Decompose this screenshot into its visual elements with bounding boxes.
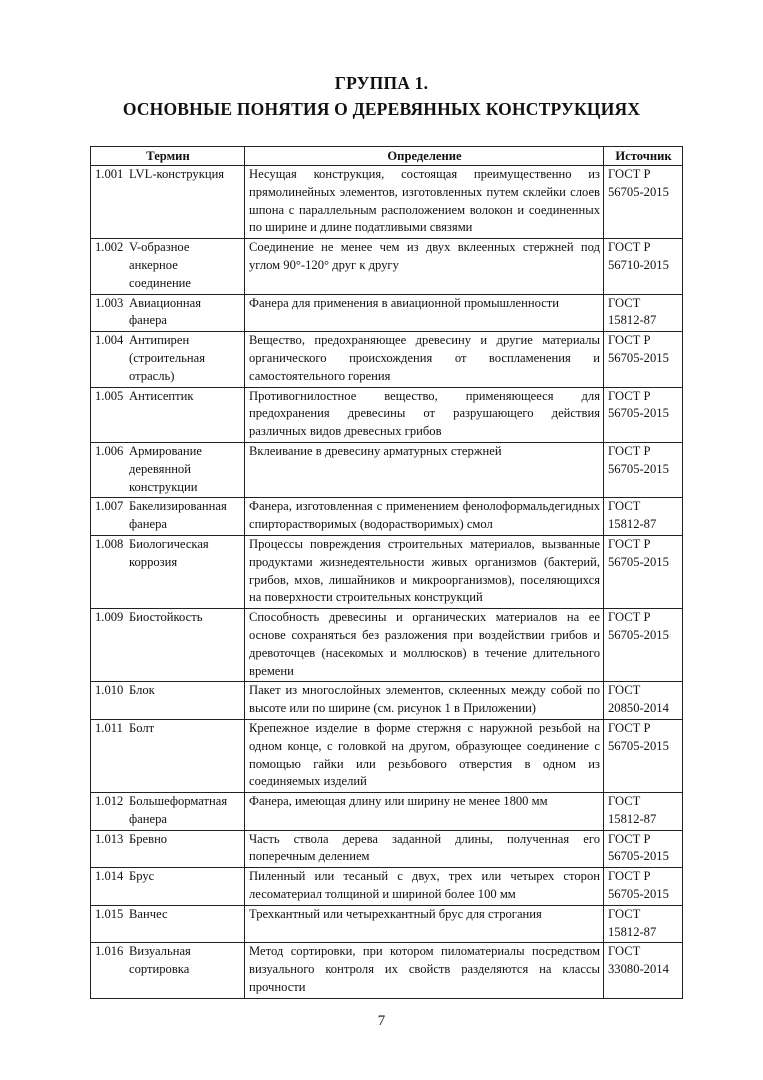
term-number: 1.008 [95, 536, 124, 551]
source-cell: ГОСТ Р 56705-2015 [604, 387, 683, 442]
term-name: Армирование деревянной конструкции [129, 443, 202, 494]
source-cell: ГОСТ Р 56705-2015 [604, 719, 683, 792]
table-row [91, 166, 683, 239]
term-number: 1.016 [95, 944, 124, 959]
term-number: 1.015 [95, 906, 124, 921]
table-row [91, 239, 683, 294]
term-number: 1.001 [95, 167, 124, 181]
term-cell [91, 830, 245, 868]
table-row [91, 535, 683, 608]
term-cell [91, 332, 245, 387]
definition-cell: Трехкантный или четырехкантный брус для строгания [245, 905, 604, 943]
term-number: 1.009 [95, 610, 124, 625]
term-number: 1.006 [95, 443, 124, 458]
source-cell: ГОСТ 15812-87 [604, 294, 683, 332]
source-cell: ГОСТ 15812-87 [604, 793, 683, 831]
terms-table [90, 146, 683, 999]
table-row [91, 943, 683, 998]
group-title: ГРУППА 1. [334, 73, 429, 93]
source-cell: ГОСТ Р 56705-2015 [604, 535, 683, 608]
source-cell: ГОСТ Р 56705-2015 [604, 166, 683, 239]
definition-cell: Часть ствола дерева заданной длины, полученная его поперечным делением [245, 830, 604, 868]
term-name: Болт [129, 720, 155, 735]
definition-cell: Фанера, изготовленная с применением фенолоформальдегидных спирторастворимых (водорастворимых) смол [245, 498, 604, 536]
definition-cell: Способность древесины и органических материалов на ее основе сохраняться без разложения при воздействии грибов и древоточцев (насекомых и моллюсков) в течение длительного времени [245, 609, 604, 682]
table-row [91, 332, 683, 387]
term-number: 1.004 [95, 333, 124, 348]
definition-cell: Пакет из многослойных элементов, склеенных между собой по высоте или по ширине (см. рисунок 1 в Приложении) [245, 682, 604, 720]
table-row [91, 442, 683, 497]
definition-cell: Несущая конструкция, состоящая преимущественно из прямолинейных элементов, изготовленных путем склейки слоев шпона с параллельным расположением волокон и соединенных по ширине и длине податливыми связями [245, 166, 604, 239]
term-name: Биостойкость [129, 610, 203, 625]
term-cell [91, 239, 245, 294]
term-name: Авиационная фанера [129, 295, 202, 328]
term-number: 1.010 [95, 683, 124, 698]
table-row [91, 609, 683, 682]
term-cell [91, 943, 245, 998]
table-row [91, 682, 683, 720]
term-cell [91, 682, 245, 720]
term-cell [91, 498, 245, 536]
definition-cell: Крепежное изделие в форме стержня с наружной резьбой на одном конце, с головкой на другом, образующее соединение с помощью гайки или резьбового отверстия в одном из соединяемых изделий [245, 719, 604, 792]
table-row [91, 793, 683, 831]
definition-cell: Вещество, предохраняющее древесину и другие материалы органического происхождения от воспламенения и самостоятельного горения [245, 332, 604, 387]
header-definition: Определение [245, 147, 604, 166]
table-row [91, 868, 683, 906]
term-number: 1.012 [95, 794, 124, 809]
table-row [91, 719, 683, 792]
term-cell [91, 719, 245, 792]
term-cell [91, 166, 245, 239]
term-number: 1.013 [95, 831, 124, 846]
definition-cell: Вклеивание в древесину арматурных стержней [245, 442, 604, 497]
header-source: Источник [604, 147, 683, 166]
source-cell: ГОСТ Р 56705-2015 [604, 332, 683, 387]
term-number: 1.014 [95, 869, 124, 884]
table-row [91, 830, 683, 868]
table-row [91, 498, 683, 536]
definition-cell: Противогнилостное вещество, применяющееся для предохранения древесины от разрушающего действия различных видов древесных грибов [245, 387, 604, 442]
term-name: Блок [129, 683, 155, 698]
header-term: Термин [91, 147, 245, 166]
term-name: Визуальная сортировка [129, 944, 191, 977]
table-row [91, 905, 683, 943]
term-number: 1.011 [95, 720, 123, 735]
term-name: Большеформатная фанера [129, 794, 228, 826]
term-number: 1.002 [95, 240, 124, 255]
definition-cell: Фанера для применения в авиационной промышленности [245, 294, 604, 332]
section-title: ОСНОВНЫЕ ПОНЯТИЯ О ДЕРЕВЯННЫХ КОНСТРУКЦИЯХ [122, 99, 641, 119]
term-cell [91, 442, 245, 497]
term-name: Бакелизированная фанера [129, 499, 227, 532]
source-cell: ГОСТ 15812-87 [604, 905, 683, 943]
term-cell [91, 868, 245, 906]
term-cell [91, 387, 245, 442]
term-cell [91, 609, 245, 682]
term-name: Бревно [129, 831, 168, 846]
page-number: 7 [377, 1013, 386, 1029]
term-name: Антисептик [129, 388, 194, 403]
table-row [91, 387, 683, 442]
term-number: 1.003 [95, 295, 124, 310]
term-cell [91, 905, 245, 943]
source-cell: ГОСТ Р 56705-2015 [604, 830, 683, 868]
table-header-row [91, 147, 683, 166]
term-name: LVL-конструкция [129, 167, 225, 181]
source-cell: ГОСТ 33080-2014 [604, 943, 683, 998]
term-number: 1.005 [95, 388, 124, 403]
term-name: Брус [129, 869, 155, 884]
term-cell [91, 535, 245, 608]
definition-cell: Соединение не менее чем из двух вклеенных стержней под углом 90°-120° друг к другу [245, 239, 604, 294]
term-number: 1.007 [95, 499, 124, 514]
term-cell [91, 793, 245, 831]
term-name: Ванчес [129, 906, 168, 921]
definition-cell: Метод сортировки, при котором пиломатериалы посредством визуального контроля их свойств разделяются на классы прочности [245, 943, 604, 998]
source-cell: ГОСТ Р 56705-2015 [604, 609, 683, 682]
table-row [91, 294, 683, 332]
source-cell: ГОСТ Р 56705-2015 [604, 868, 683, 906]
source-cell: ГОСТ 15812-87 [604, 498, 683, 536]
term-cell [91, 294, 245, 332]
term-name: Антипирен (строительная отрасль) [129, 333, 206, 383]
source-cell: ГОСТ Р 56705-2015 [604, 442, 683, 497]
source-cell: ГОСТ 20850-2014 [604, 682, 683, 720]
definition-cell: Пиленный или тесаный с двух, трех или четырех сторон лесоматериал толщиной и шириной более 100 мм [245, 868, 604, 906]
source-cell: ГОСТ Р 56710-2015 [604, 239, 683, 294]
definition-cell: Процессы повреждения строительных материалов, вызванные продуктами жизнедеятельности живых организмов (бактерий, грибов, мхов, лишайников и микроорганизмов), поселяющихся на поверхности строительных конструкций [245, 535, 604, 608]
definition-cell: Фанера, имеющая длину или ширину не менее 1800 мм [245, 793, 604, 831]
term-name: Биологическая коррозия [129, 536, 209, 569]
term-name: V-образное анкерное соединение [129, 240, 192, 290]
